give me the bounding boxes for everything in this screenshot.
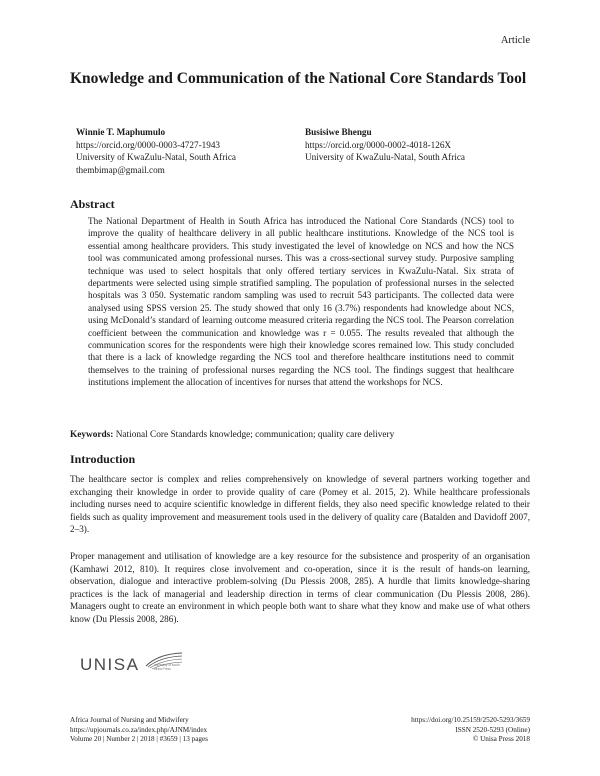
author-affiliation: University of KwaZulu-Natal, South Africa: [305, 152, 465, 163]
author-name: Busisiwe Bhengu: [305, 127, 372, 137]
author-block-1: [76, 126, 236, 176]
logo-subtext: university of south africa Press: [154, 663, 180, 671]
abstract-heading: Abstract: [70, 197, 115, 211]
author-block-2: [305, 126, 465, 164]
keywords-label: Keywords:: [70, 430, 114, 440]
author-orcid-link[interactable]: https://orcid.org/0000-0002-4018-126X: [305, 139, 452, 150]
journal-url[interactable]: https://upjournals.co.za/index.php/AJNM/index: [70, 725, 208, 734]
author-email[interactable]: thembimap@gmail.com: [76, 164, 165, 175]
journal-volume: Volume 20 | Number 2 | 2018 | #3659 | 13 pages: [70, 735, 208, 743]
doi-link[interactable]: https://doi.org/10.25159/2520-5293/3659: [411, 716, 530, 724]
footer-journal-info: [70, 716, 208, 745]
unisa-logo: [70, 650, 190, 680]
article-type-label: Article: [500, 35, 530, 46]
keywords: [70, 430, 394, 440]
keywords-text: National Core Standards knowledge; communication; quality care delivery: [115, 430, 395, 440]
abstract-text: The National Department of Health in South Africa has introduced the National Core Standards (NCS) tool to improve the quality of healthcare delivery in all public healthcare institutions. Knowledge of the NCS tool is essential among healthcare providers. This study investigated the level of knowledge on NCS and how the NCS tool was communicated among professional nurses. This was a cross-sectional survey study. Purposive sampling technique was used to select hospitals that only offered tertiary services in KwaZulu-Natal. Six strata of departments were selected using simple stratified sampling. The population of professional nurses in the selected hospitals was 3 050. Systematic random sampling was used to recruit 543 participants. The collected data were analysed using SPSS version 25. The study showed that only 16 (3.7%) respondents had knowledge about NCS, using McDonald’s standard of learning outcome measured criteria regarding the NCS tool. The Pearson correlation coefficient between the communication and knowledge was r = 0.055. The results revealed that although the communication scores for the respondents were high their knowledge scores remained low. This study concluded that there is a lack of knowledge regarding the NCS tool and therefore healthcare institutions need to commit themselves to the training of professional nurses regarding the NCS tool. The findings suggest that healthcare institutions implement the allocation of incentives for nurses that attend the workshops for NCS.: [88, 216, 514, 388]
author-affiliation: University of KwaZulu-Natal, South Africa: [76, 152, 236, 163]
issn: ISSN 2520-5293 (Online): [455, 725, 530, 734]
author-name: Winnie T. Maphumulo: [76, 127, 166, 137]
logo-wordmark: UNISA: [80, 655, 140, 674]
copyright: © Unisa Press 2018: [472, 735, 530, 743]
journal-name: Africa Journal of Nursing and Midwifery: [70, 716, 189, 724]
intro-paragraph-2: Proper management and utilisation of knowledge are a key resource for the subsistence and prosperity of an organisation (Kamhawi 2012, 810). It requires close involvement and co-operation, since it is the result of hands-on learning, observation, dialogue and interactive problem-solving (Du Plessis 2008, 285). A hurdle that limits knowledge-sharing practices is the lack of managerial and leadership direction in terms of clear communication (Du Plessis 2008, 286). Managers ought to create an environment in which people both want to share what they know and make use of what others know (Du Plessis 2008, 286).: [70, 551, 530, 624]
paper-title: Knowledge and Communication of the National Core Standards Tool: [70, 70, 527, 87]
footer-publication-info: [411, 716, 530, 745]
author-orcid-link[interactable]: https://orcid.org/0000-0003-4727-1943: [76, 139, 221, 150]
intro-paragraph-1: The healthcare sector is complex and relies comprehensively on knowledge of several partners working together and exchanging their knowledge in order to provide quality of care (Pomey et al. 2015, 2). While healthcare professionals including nurses need to acquire scientific knowledge in different fields, they also need specific knowledge related to their fields such as quality improvement and measurement tools used in the delivery of quality care (Batalden and Davidoff 2007, 2–3).: [70, 474, 530, 534]
introduction-heading: Introduction: [70, 452, 136, 466]
